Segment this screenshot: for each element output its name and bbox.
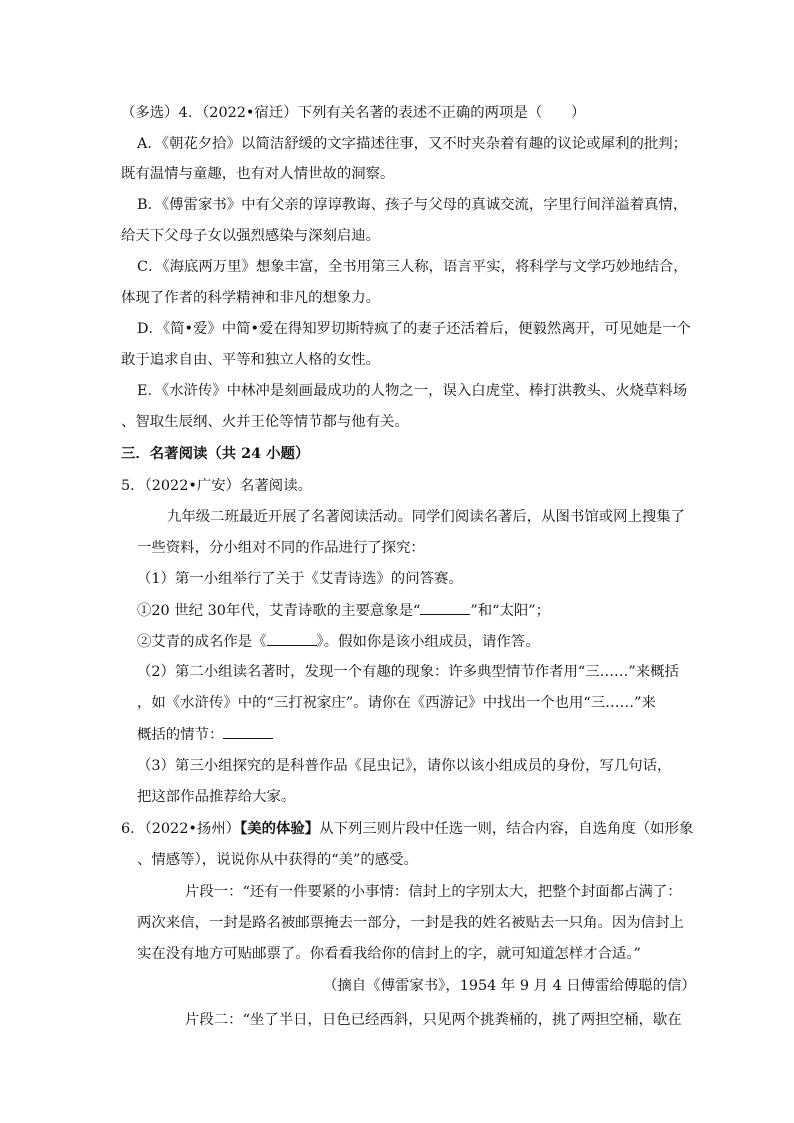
q5-part2-line3-text: 概括的情节：: [137, 727, 224, 743]
q6-header-line2: 、情感等），说说你从中获得的“美”的感受。: [137, 852, 418, 868]
q5-part1-a-text: ①20 世纪 30年代，艾青诗歌的主要意象是“: [137, 603, 421, 619]
q6-fragment1-source: （摘自《傅雷家书》，1954 年 9 月 4 日傅雷给傅聪的信）: [323, 978, 696, 994]
q5-part3-line2: 把这部作品推荐给大家。: [137, 789, 296, 805]
answer-blank[interactable]: [420, 600, 470, 615]
q5-part2-line1: （2）第二小组读名著时，发现一个有趣的现象：许多典型情节作者用“三……”来概括: [137, 664, 679, 680]
q5-intro-line1: 九年级二班最近开展了名著阅读活动。同学们阅读名著后，从图书馆或网上搜集了: [167, 509, 686, 525]
q4-option-c-line2: 体现了作者的科学精神和非凡的想象力。: [121, 290, 381, 306]
q5-part3-line1: （3）第三小组探究的是科普作品《昆虫记》，请你以该小组成员的身份，写几句话，: [137, 758, 672, 774]
q4-option-b-line1: B．《傅雷家书》中有父亲的谆谆教诲、孩子与父母的真诚交流，字里行间洋溢着真情，: [137, 197, 688, 213]
q4-option-e-line1: E．《水浒传》中林冲是刻画最成功的人物之一，误入白虎堂、棒打洪教头、火烧草料场: [137, 383, 688, 399]
q6-fragment1-line2: 两次来信，一封是路名被邮票掩去一部分，一封是我的姓名被贴去一只角。因为信封上: [137, 915, 684, 931]
answer-blank[interactable]: [223, 724, 273, 739]
q5-part1-a-text-end: ”和“太阳”；: [470, 603, 551, 619]
q4-option-d-line1: D．《简•爱》中简•爱在得知罗切斯特疯了的妻子还活着后，便毅然离开，可见她是一个: [137, 321, 691, 337]
q4-option-d-line2: 敢于追求自由、平等和独立人格的女性。: [121, 352, 381, 368]
q5-header: 5．（2022•广安）名著阅读。: [121, 478, 312, 494]
q5-part1: （1）第一小组举行了关于《艾青诗选》的问答赛。: [137, 571, 463, 587]
answer-blank[interactable]: [267, 631, 317, 646]
q5-intro-line2: 一些资料，分小组对不同的作品进行了探究：: [137, 540, 425, 556]
q4-option-a-line2: 既有温情与童趣，也有对人情世故的洞察。: [121, 166, 395, 182]
q6-fragment1-line3: 实在没有地方可贴邮票了。你看看我给你的信封上的字，就可知道怎样才合适。”: [137, 946, 641, 962]
q6-header-tag: 【美的体验】: [240, 820, 320, 837]
q5-part1-a: [137, 600, 550, 621]
q6-fragment1-line1: 片段一：“还有一件要紧的小事情：信封上的字别太大，把整个封面都占满了：: [185, 884, 682, 900]
q4-option-b-line2: 给天下父母子女以强烈感染与深刻启迪。: [121, 228, 381, 244]
q6-header-number: 6．（2022•扬州）: [121, 821, 241, 837]
q6-header: [121, 819, 693, 839]
q4-option-c-line1: C．《海底两万里》想象丰富，全书用第三人称，语言平实，将科学与文学巧妙地结合，: [137, 259, 688, 275]
q5-part1-b-text: ②艾青的成名作是《: [137, 634, 267, 650]
q4-option-a-line1: A．《朝花夕拾》以简洁舒缓的文字描述往事，又不时夹杂着有趣的议论或犀利的批判；: [137, 136, 688, 152]
q5-part1-b-text-end: 》。假如你是该小组成员，请作答。: [316, 634, 540, 650]
q5-part1-b: [137, 631, 540, 652]
q6-fragment2-line1: 片段二：“坐了半日，日色已经西斜，只见两个挑粪桶的，挑了两担空桶，歇在: [185, 1012, 682, 1028]
q4-option-e-line2: 、智取生辰纲、火并王伦等情节都与他有关。: [121, 414, 409, 430]
q5-part2-line2: ，如《水浒传》中的“三打祝家庄”。请你在《西游记》中找出一个也用“三……”来: [137, 695, 656, 711]
q6-header-text: 从下列三则片段中任选一则，结合内容，自选角度（如形象: [319, 821, 694, 837]
q4-header: （多选）4．（2022•宿迁）下列有关名著的表述不正确的两项是（ ）: [121, 105, 586, 121]
q5-part2-line3: [137, 724, 273, 745]
section-title: 三．名著阅读（共 24 小题）: [121, 445, 310, 462]
